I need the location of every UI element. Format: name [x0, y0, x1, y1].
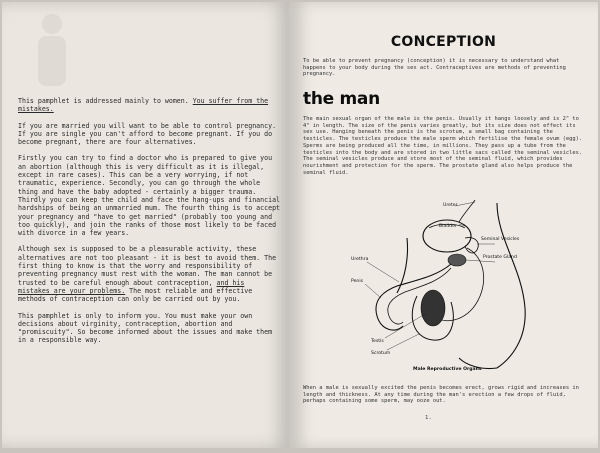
male-organs-paragraph: The main sexual organ of the male is the penis. Usually it hangs loosely and is 2" to 4" in length. The size of the penis varies greatly, but its size does not effect its sex use. Hanging beneath the penis is the scrotum, a small bag containing the testicles. The testicles produce the male sperm which fertilise the female ovum (egg). Sperms are being produced all the time, in millions. They pass up a tube from the testicles into the body and are stored in two little sacs called the seminal vesicles. The seminal vesicles produce and store most of the seminal fluid, which provides nourishment and protection for the sperm. The prostate gland also helps produce the seminal fluid. — [303, 116, 583, 176]
left-paragraph-5: This pamphlet is only to inform you. You must make your own decisions about virginity, contraception, abortion and "promiscuity". So become informed about the issues and make them in a responsible way. — [18, 311, 273, 345]
label-bladder: Bladder — [439, 224, 457, 229]
left-page-text — [18, 97, 280, 353]
label-scrotum: Scrotum — [371, 351, 391, 356]
diagram-caption: Male Reproductive Organs — [413, 367, 482, 372]
page-number: 1. — [425, 415, 432, 421]
label-ureter: Ureter — [443, 203, 458, 208]
label-seminal-vesicles: Seminal Vesicles — [481, 237, 520, 242]
bleed-figure-icon — [22, 10, 82, 90]
erection-paragraph: When a male is sexually excited the penis becomes erect, grows rigid and increases in length and thickness. At any time during the man's erection a few drops of fluid, perhaps containing some sperm, may ooze out. — [303, 385, 579, 405]
left-paragraph-3: Firstly you can try to find a doctor who is prepared to give you an abortion (although this is very difficult as it is illegal, except in rare cases). This can be a very worrying, if not traumatic, experience. Secondly, you can go through the whole thing and have the baby adopted - certainly a bigger trauma. Thirdly you can keep the child and face the hang-ups and financial hardships of being an unmarried mum. The fourth thing is to accept your pregnancy and "have to get married" (probably too young and too quickly), and join the ranks of those most likely to be faced with divorce in a few years. — [18, 154, 281, 238]
male-reproductive-diagram — [347, 198, 537, 378]
bleed-through-figure — [22, 10, 82, 90]
left-paragraph-1: This pamphlet is addressed mainly to women. You suffer from the mistakes. — [18, 97, 269, 114]
section-title: the man — [303, 89, 380, 109]
right-page — [289, 2, 598, 448]
intro-paragraph: To be able to prevent pregnancy (conception) it is necessary to understand what happens to your body during the sex act. Contraceptives are methods of preventing pregnancy. — [303, 58, 566, 78]
left-paragraph-4: Although sex is supposed to be a pleasurable activity, these alternatives are not too pleasant - it is best to avoid them. The first thing to know is that the worry and responsibility of preventing pregnancy must rest with the woman. The man cannot be trusted to be careful enough about contraception, and his mistakes are your problems. The most reliable and effective methods of contraception can only be carried out by you. — [18, 245, 277, 304]
left-paragraph-2: If you are married you will want to be able to control pregnancy. If you are single you can't afford to become pregnant. If you do become pregnant, there are four alternatives. — [18, 121, 277, 147]
label-penis: Penis — [351, 279, 364, 284]
label-urethra: Urethra — [351, 257, 369, 262]
label-testis: Testis — [371, 339, 384, 344]
page-title: CONCEPTION — [390, 34, 497, 50]
label-prostate-gland: Prostate Gland — [483, 255, 517, 260]
left-page — [2, 2, 289, 448]
